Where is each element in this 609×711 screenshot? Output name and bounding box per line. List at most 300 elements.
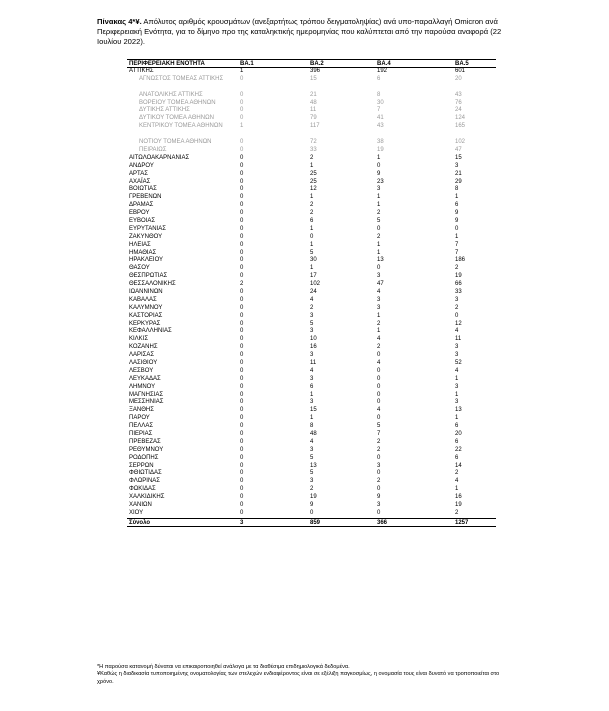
ba1-cell: 0 [240, 328, 244, 335]
ba5-cell: 47 [455, 146, 462, 153]
ba1-cell: 0 [240, 217, 244, 224]
region-cell: ΚΟΖΑΝΗΣ [129, 344, 158, 351]
ba1-cell: 1 [240, 123, 244, 130]
ba4-cell: 38 [377, 139, 384, 146]
ba5-cell: 601 [455, 68, 466, 74]
ba5-cell: 3 [455, 352, 459, 359]
ba4-cell: 0 [377, 454, 381, 461]
ba1-cell: 0 [240, 186, 244, 193]
ba1-cell: 0 [240, 225, 244, 232]
table-row [127, 171, 496, 179]
ba1-cell: 0 [240, 115, 244, 122]
ba5-cell: 1 [455, 391, 459, 398]
region-cell: ΒΟΙΩΤΙΑΣ [129, 186, 157, 193]
ba1-cell: 0 [240, 312, 244, 319]
ba4-cell: 1 [377, 328, 381, 335]
region-cell: ΓΡΕΒΕΝΩΝ [129, 194, 162, 201]
ba4-cell: 7 [377, 431, 381, 437]
ba1-cell: 0 [240, 407, 244, 414]
ba4-cell: 1 [377, 312, 381, 319]
region-cell: ΕΥΡΥΤΑΝΙΑΣ [129, 225, 166, 232]
region-cell: ΔΡΑΜΑΣ [129, 202, 154, 209]
region-cell: ΗΜΑΘΙΑΣ [129, 249, 157, 256]
total-ba5: 1257 [455, 519, 469, 526]
ba2-cell: 48 [310, 431, 317, 437]
ba2-cell: 3 [310, 375, 314, 382]
ba4-cell: 4 [377, 359, 381, 366]
ba1-cell: 0 [240, 162, 244, 169]
ba4-cell: 2 [377, 438, 381, 445]
table-row [127, 407, 496, 415]
ba1-cell: 0 [240, 202, 244, 209]
region-cell: ΕΥΒΟΙΑΣ [129, 217, 156, 224]
ba2-cell: 6 [310, 383, 314, 390]
ba5-cell: 2 [455, 304, 459, 311]
ba4-cell: 0 [377, 509, 381, 516]
ba2-cell: 12 [310, 186, 317, 193]
ba1-cell: 0 [240, 470, 244, 477]
ba5-cell: 1 [455, 486, 459, 493]
ba5-cell: 8 [455, 186, 459, 193]
ba2-cell: 48 [310, 99, 317, 106]
ba4-cell: 8 [377, 91, 381, 98]
region-cell: ΡΟΔΟΠΗΣ [129, 454, 159, 461]
ba5-cell: 21 [455, 170, 462, 177]
ba1-cell: 0 [240, 375, 244, 382]
ba1-cell: 0 [240, 99, 244, 106]
ba5-cell: 6 [455, 438, 459, 445]
ba1-cell: 0 [240, 462, 244, 469]
ba2-cell: 16 [310, 344, 317, 351]
ba2-cell: 2 [310, 210, 314, 217]
ba4-cell: 3 [377, 296, 381, 303]
ba4-cell: 7 [377, 107, 381, 114]
ba4-cell: 9 [377, 494, 381, 501]
ba4-cell: 4 [377, 407, 381, 414]
ba4-cell: 4 [377, 288, 381, 295]
ba4-cell: 0 [377, 367, 381, 374]
ba1-cell: 0 [240, 194, 244, 201]
ba2-cell: 2 [310, 304, 314, 311]
region-cell: ΦΛΩΡΙΝΑΣ [129, 478, 160, 485]
ba2-cell: 4 [310, 438, 314, 445]
ba2-cell: 21 [310, 91, 317, 98]
ba4-cell: 0 [377, 352, 381, 359]
region-cell: ΑΧΑΪΑΣ [129, 178, 151, 185]
header-ba4: BA.4 [377, 61, 391, 67]
ba5-cell: 6 [455, 202, 459, 209]
ba4-cell: 19 [377, 146, 384, 153]
ba2-cell: 6 [310, 217, 314, 224]
total-ba4: 366 [377, 519, 388, 526]
ba5-cell: 6 [455, 423, 459, 430]
ba5-cell: 6 [455, 454, 459, 461]
ba2-cell: 4 [310, 367, 314, 374]
region-cell: ΝΟΤΙΟΥ ΤΟΜΕΑ ΑΘΗΝΩΝ [139, 139, 212, 146]
ba4-cell: 0 [377, 391, 381, 398]
region-cell: ΑΓΝΩΣΤΟΣ ΤΟΜΕΑΣ ΑΤΤΙΚΗΣ [139, 75, 224, 82]
region-cell: ΙΩΑΝΝΙΝΩΝ [129, 288, 163, 295]
ba5-cell: 4 [455, 328, 459, 335]
ba1-cell: 0 [240, 423, 244, 430]
region-cell: ΞΑΝΘΗΣ [129, 407, 154, 414]
region-cell: ΦΩΚΙΔΑΣ [129, 486, 156, 493]
ba4-cell: 1 [377, 249, 381, 256]
ba5-cell: 3 [455, 344, 459, 351]
ba5-cell: 20 [455, 75, 462, 82]
region-cell: ΒΟΡΕΙΟΥ ΤΟΜΕΑ ΑΘΗΝΩΝ [139, 99, 216, 106]
ba2-cell: 1 [310, 194, 314, 201]
table-row [127, 376, 496, 384]
table-row [127, 463, 496, 471]
table-row [127, 423, 496, 431]
ba5-cell: 22 [455, 446, 462, 453]
region-cell: ΚΙΛΚΙΣ [129, 336, 149, 343]
ba4-cell: 47 [377, 281, 384, 288]
ba1-cell: 0 [240, 486, 244, 493]
region-cell: ΠΕΙΡΑΙΩΣ [139, 146, 167, 153]
ba1-cell: 0 [240, 146, 244, 153]
ba2-cell: 396 [310, 68, 321, 74]
table-row [127, 123, 496, 139]
ba5-cell: 11 [455, 336, 462, 343]
ba5-cell: 102 [455, 139, 466, 146]
table-row [127, 92, 496, 100]
total-label: Σύνολο [129, 519, 151, 526]
region-cell: ΚΑΛΥΜΝΟΥ [129, 304, 163, 311]
ba2-cell: 1 [310, 225, 314, 232]
ba2-cell: 3 [310, 312, 314, 319]
region-cell: ΧΑΝΙΩΝ [129, 502, 152, 509]
table-row [127, 250, 496, 258]
ba1-cell: 0 [240, 75, 244, 82]
ba2-cell: 3 [310, 478, 314, 485]
ba2-cell: 1 [310, 265, 314, 272]
total-ba1: 3 [240, 519, 244, 526]
ba2-cell: 5 [310, 320, 314, 327]
ba2-cell: 2 [310, 486, 314, 493]
ba4-cell: 3 [377, 462, 381, 469]
ba1-cell: 0 [240, 304, 244, 311]
ba4-cell: 0 [377, 383, 381, 390]
table-body [127, 68, 496, 518]
ba1-cell: 0 [240, 415, 244, 422]
ba2-cell: 1 [310, 162, 314, 169]
table-row [127, 210, 496, 218]
ba2-cell: 1 [310, 391, 314, 398]
ba1-cell: 0 [240, 391, 244, 398]
ba2-cell: 33 [310, 146, 317, 153]
ba1-cell: 0 [240, 265, 244, 272]
table-caption [97, 17, 517, 47]
ba4-cell: 4 [377, 336, 381, 343]
table-header [127, 59, 496, 68]
ba4-cell: 3 [377, 502, 381, 509]
ba1-cell: 0 [240, 352, 244, 359]
footnote-1: *Η παρούσα κατανομή δύναται να επικαιροποιηθεί ανάλογα με τα διαθέσιμα επιδημιολογικά δεδομένα. [97, 664, 350, 670]
table-row [127, 281, 496, 289]
ba4-cell: 0 [377, 375, 381, 382]
table-row [127, 194, 496, 202]
ba5-cell: 52 [455, 359, 462, 366]
table-row [127, 218, 496, 226]
table-row [127, 399, 496, 407]
table-row [127, 186, 496, 194]
ba2-cell: 25 [310, 170, 317, 177]
ba1-cell: 0 [240, 139, 244, 146]
ba5-cell: 2 [455, 265, 459, 272]
ba1-cell: 0 [240, 91, 244, 98]
region-cell: ΠΙΕΡΙΑΣ [129, 431, 153, 437]
region-cell: ΠΕΛΛΑΣ [129, 423, 154, 430]
table-row [127, 478, 496, 486]
ba1-cell: 0 [240, 257, 244, 264]
ba5-cell: 9 [455, 217, 459, 224]
ba1-cell: 0 [240, 178, 244, 185]
ba1-cell: 0 [240, 367, 244, 374]
ba5-cell: 124 [455, 115, 466, 122]
table-row [127, 439, 496, 447]
region-cell: ΣΕΡΡΩΝ [129, 462, 154, 469]
ba2-cell: 10 [310, 336, 317, 343]
ba4-cell: 0 [377, 486, 381, 493]
table-row [127, 234, 496, 242]
table-row [127, 107, 496, 115]
table-row [127, 202, 496, 210]
ba2-cell: 5 [310, 454, 314, 461]
table-row [127, 257, 496, 265]
ba2-cell: 15 [310, 407, 317, 414]
region-cell: ΘΕΣΣΑΛΟΝΙΚΗΣ [129, 281, 176, 288]
ba2-cell: 1 [310, 241, 314, 248]
ba1-cell: 0 [240, 170, 244, 177]
table-row [127, 368, 496, 376]
ba5-cell: 7 [455, 249, 459, 256]
region-cell: ΧΑΛΚΙΔΙΚΗΣ [129, 494, 165, 501]
ba2-cell: 30 [310, 257, 317, 264]
ba1-cell: 0 [240, 383, 244, 390]
region-cell: ΚΕΡΚΥΡΑΣ [129, 320, 161, 327]
table-row [127, 455, 496, 463]
header-ba5: BA.5 [455, 61, 469, 67]
ba2-cell: 79 [310, 115, 317, 122]
ba4-cell: 1 [377, 154, 381, 161]
region-cell: ΠΑΡΟΥ [129, 415, 150, 422]
header-ba2: BA.2 [310, 61, 324, 67]
ba1-cell: 0 [240, 273, 244, 280]
table-row [127, 242, 496, 250]
ba4-cell: 0 [377, 470, 381, 477]
table-row [127, 115, 496, 123]
ba2-cell: 3 [310, 352, 314, 359]
table-row [127, 179, 496, 187]
ba4-cell: 3 [377, 304, 381, 311]
table-row [127, 510, 496, 518]
ba4-cell: 192 [377, 68, 388, 74]
ba5-cell: 16 [455, 494, 462, 501]
table-row [127, 447, 496, 455]
region-cell: ΠΡΕΒΕΖΑΣ [129, 438, 161, 445]
ba4-cell: 5 [377, 423, 381, 430]
ba5-cell: 1 [455, 233, 459, 240]
ba5-cell: 76 [455, 99, 462, 106]
header-ba1: BA.1 [240, 61, 254, 67]
ba2-cell: 9 [310, 502, 314, 509]
footnote-2: ¥Καθώς η διαδικασία τυποποιημένης ονοματολογίας των στελεχών ενδιαφέροντος είναι σε εξέλιξη παγκοσμίως, η ονομασία τους είναι δυνατό να τροποποιείται στο χρόνο. [97, 671, 500, 685]
ba2-cell: 102 [310, 281, 321, 288]
ba5-cell: 33 [455, 288, 462, 295]
ba4-cell: 0 [377, 265, 381, 272]
ba2-cell: 5 [310, 249, 314, 256]
region-cell: ΔΥΤΙΚΟΥ ΤΟΜΕΑ ΑΘΗΝΩΝ [139, 115, 214, 122]
region-cell: ΖΑΚΥΝΘΟΥ [129, 233, 163, 240]
ba4-cell: 1 [377, 241, 381, 248]
ba1-cell: 0 [240, 438, 244, 445]
ba2-cell: 2 [310, 154, 314, 161]
table-row [127, 147, 496, 155]
variants-table [127, 59, 496, 527]
table-row [127, 328, 496, 336]
region-cell: ΦΘΙΩΤΙΔΑΣ [129, 470, 162, 477]
caption-text: Απόλυτος αριθμός κρουσμάτων (ανεξαρτήτως τρόπου δειγματοληψίας) ανά υπο-παραλλαγή Omicron ανά Περιφερειακή Ενότητα, για το δίμηνο προ της καταληκτικής ημερομηνίας που καλύπτεται από την παρούσα αναφορά (22 Ιουλίου 2022). [97, 17, 502, 46]
ba4-cell: 23 [377, 178, 384, 185]
ba4-cell: 3 [377, 273, 381, 280]
ba2-cell: 25 [310, 178, 317, 185]
ba2-cell: 3 [310, 446, 314, 453]
table-row [127, 100, 496, 108]
ba5-cell: 0 [455, 312, 459, 319]
ba1-cell: 0 [240, 241, 244, 248]
table-row [127, 305, 496, 313]
region-cell: ΕΒΡΟΥ [129, 210, 150, 217]
ba4-cell: 2 [377, 233, 381, 240]
ba1-cell: 0 [240, 359, 244, 366]
ba2-cell: 0 [310, 233, 314, 240]
ba4-cell: 1 [377, 194, 381, 201]
ba1-cell: 0 [240, 454, 244, 461]
total-row [127, 518, 496, 527]
ba5-cell: 29 [455, 178, 462, 185]
header-region: ΠΕΡΙΦΕΡΕΙΑΚΗ ΕΝΟΤΗΤΑ [129, 61, 205, 67]
ba5-cell: 0 [455, 225, 459, 232]
ba5-cell: 165 [455, 123, 466, 130]
region-cell: ΑΤΤΙΚΗΣ [129, 68, 154, 74]
ba1-cell: 0 [240, 107, 244, 114]
table-row [127, 470, 496, 478]
ba5-cell: 3 [455, 399, 459, 406]
ba2-cell: 8 [310, 423, 314, 430]
ba1-cell: 0 [240, 502, 244, 509]
table-row [127, 155, 496, 163]
table-row [127, 139, 496, 147]
ba2-cell: 11 [310, 107, 317, 114]
ba1-cell: 0 [240, 154, 244, 161]
table-row [127, 68, 496, 76]
region-cell: ΑΡΤΑΣ [129, 170, 148, 177]
ba2-cell: 0 [310, 509, 314, 516]
ba5-cell: 13 [455, 407, 462, 414]
region-cell: ΛΕΣΒΟΥ [129, 367, 154, 374]
table-row [127, 415, 496, 423]
total-ba2: 859 [310, 519, 321, 526]
region-cell: ΚΑΣΤΟΡΙΑΣ [129, 312, 163, 319]
region-cell: ΗΛΕΙΑΣ [129, 241, 151, 248]
region-cell: ΑΝΔΡΟΥ [129, 162, 154, 169]
ba5-cell: 2 [455, 470, 459, 477]
region-cell: ΑΙΤΩΛΟΑΚΑΡΝΑΝΙΑΣ [129, 154, 190, 161]
ba1-cell: 0 [240, 336, 244, 343]
ba1-cell: 0 [240, 478, 244, 485]
region-cell: ΡΕΘΥΜΝΟΥ [129, 446, 164, 453]
table-row [127, 360, 496, 368]
region-cell: ΛΑΡΙΣΑΣ [129, 352, 155, 359]
ba5-cell: 1 [455, 415, 459, 422]
ba4-cell: 0 [377, 415, 381, 422]
table-row [127, 392, 496, 400]
table-row [127, 384, 496, 392]
ba2-cell: 19 [310, 494, 317, 501]
region-cell: ΛΗΜΝΟΥ [129, 383, 156, 390]
ba5-cell: 43 [455, 91, 462, 98]
table-row [127, 313, 496, 321]
ba1-cell: 1 [240, 68, 244, 74]
ba1-cell: 0 [240, 249, 244, 256]
ba5-cell: 19 [455, 502, 462, 509]
ba5-cell: 3 [455, 162, 459, 169]
region-cell: ΧΙΟΥ [129, 509, 144, 516]
ba2-cell: 13 [310, 462, 317, 469]
ba5-cell: 20 [455, 431, 462, 437]
table-row [127, 226, 496, 234]
ba4-cell: 0 [377, 399, 381, 406]
ba4-cell: 0 [377, 162, 381, 169]
ba5-cell: 66 [455, 281, 462, 288]
ba4-cell: 5 [377, 217, 381, 224]
ba2-cell: 11 [310, 359, 317, 366]
region-cell: ΚΕΦΑΛΛΗΝΙΑΣ [129, 328, 172, 335]
region-cell: ΜΑΓΝΗΣΙΑΣ [129, 391, 164, 398]
ba5-cell: 3 [455, 296, 459, 303]
table-row [127, 486, 496, 494]
ba1-cell: 0 [240, 509, 244, 516]
ba1-cell: 0 [240, 233, 244, 240]
table-row [127, 344, 496, 352]
ba4-cell: 41 [377, 115, 384, 122]
ba4-cell: 2 [377, 210, 381, 217]
ba1-cell: 0 [240, 320, 244, 327]
ba5-cell: 1 [455, 375, 459, 382]
ba2-cell: 15 [310, 75, 317, 82]
table-row [127, 321, 496, 329]
ba2-cell: 4 [310, 296, 314, 303]
ba4-cell: 6 [377, 75, 381, 82]
region-cell: ΘΑΣΟΥ [129, 265, 150, 272]
region-cell: ΚΕΝΤΡΙΚΟΥ ΤΟΜΕΑ ΑΘΗΝΩΝ [139, 123, 223, 130]
region-cell: ΑΝΑΤΟΛΙΚΗΣ ΑΤΤΙΚΗΣ [139, 91, 203, 98]
table-row [127, 494, 496, 502]
ba1-cell: 0 [240, 344, 244, 351]
ba5-cell: 7 [455, 241, 459, 248]
ba4-cell: 13 [377, 257, 384, 264]
table-row [127, 265, 496, 273]
table-row [127, 163, 496, 171]
ba5-cell: 12 [455, 320, 462, 327]
ba2-cell: 1 [310, 415, 314, 422]
table-row [127, 502, 496, 510]
ba5-cell: 1 [455, 194, 459, 201]
ba5-cell: 3 [455, 383, 459, 390]
region-cell: ΚΑΒΑΛΑΣ [129, 296, 157, 303]
